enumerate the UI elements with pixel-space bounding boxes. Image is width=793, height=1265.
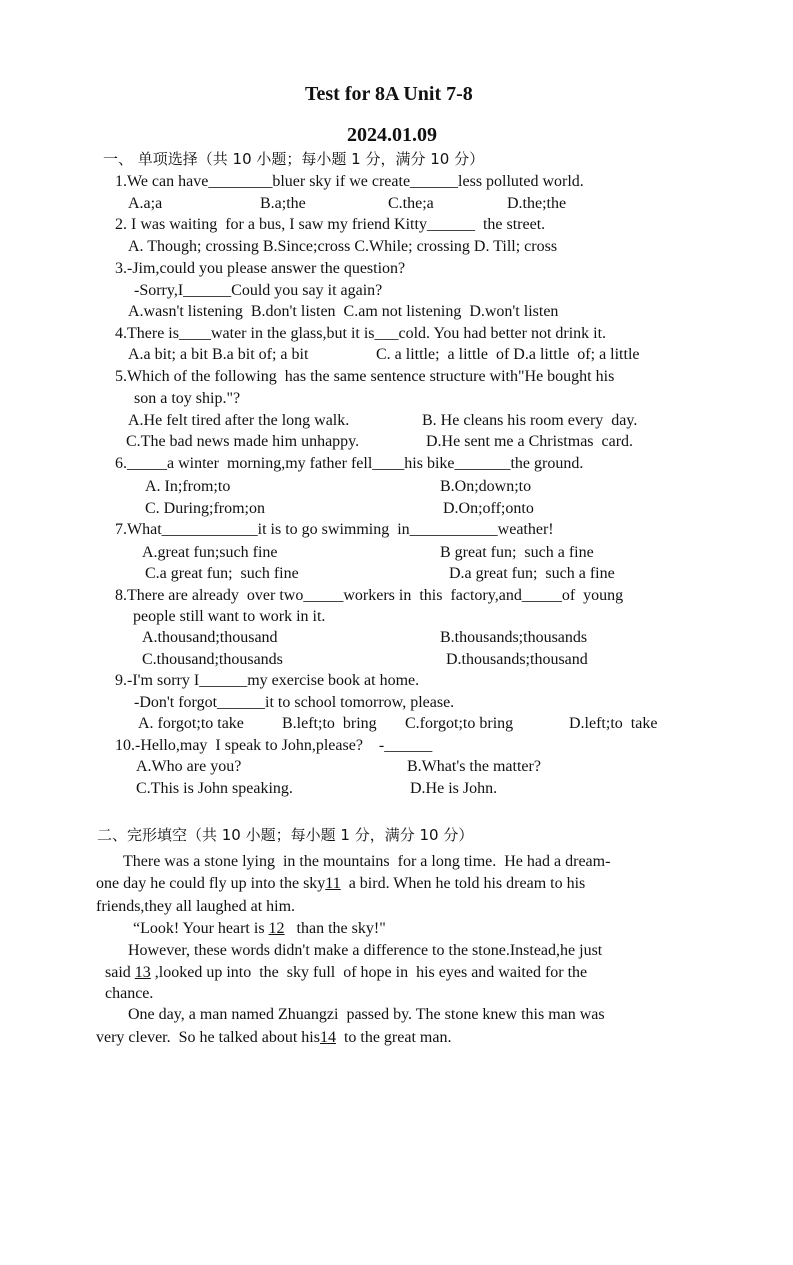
- q5-option-b: B. He cleans his room every day.: [422, 412, 638, 429]
- blank-11: 11: [325, 875, 341, 892]
- q4-options-cd: C. a little; a little of D.a little of; a little: [376, 346, 640, 363]
- passage-line: There was a stone lying in the mountains for a long time. He had a dream-: [123, 853, 611, 870]
- q3-options: A.wasn't listening B.don't listen C.am not listening D.won't listen: [128, 303, 559, 320]
- q10-option-c: C.This is John speaking.: [136, 780, 293, 797]
- q5-option-d: D.He sent me a Christmas card.: [426, 433, 634, 450]
- q9-option-b: B.left;to bring: [282, 715, 377, 732]
- passage-line: [96, 874, 585, 894]
- q2-stem: 2. I was waiting for a bus, I saw my friend Kitty______ the street.: [115, 216, 546, 233]
- q6-option-c: C. During;from;on: [145, 500, 265, 517]
- test-date: 2024.01.09: [347, 124, 437, 146]
- q1-option-a: A.a;a: [128, 195, 163, 212]
- q4-options-ab: A.a bit; a bit B.a bit of; a bit: [128, 346, 309, 363]
- section2-header: 二、完形填空（共 10 小题；每小题 1 分，满分 10 分）: [97, 826, 474, 844]
- passage-line: [96, 1028, 451, 1048]
- q7-option-d: D.a great fun; such a fine: [449, 565, 615, 582]
- q8-option-c: C.thousand;thousands: [142, 651, 283, 668]
- blank-13: 13: [134, 964, 151, 981]
- q6-option-a: A. In;from;to: [145, 478, 231, 495]
- q8-option-a: A.thousand;thousand: [142, 629, 278, 646]
- passage-line: However, these words didn't make a difference to the stone.Instead,he just: [128, 942, 603, 959]
- q7-option-a: A.great fun;such fine: [142, 544, 278, 561]
- q3-stem-line2: -Sorry,I______Could you say it again?: [134, 282, 383, 299]
- blank-14: 14: [319, 1029, 336, 1046]
- q1-stem: 1.We can have________bluer sky if we create______less polluted world.: [115, 173, 584, 190]
- q1-option-d: D.the;the: [507, 195, 567, 212]
- q6-option-b: B.On;down;to: [440, 478, 532, 495]
- q9-stem-line2: -Don't forgot______it to school tomorrow, please.: [134, 694, 455, 711]
- q9-stem: 9.-I'm sorry I______my exercise book at home.: [115, 672, 420, 689]
- passage-line: [105, 963, 587, 983]
- passage-text: than the sky!": [284, 920, 386, 937]
- passage-text: said: [105, 964, 135, 981]
- section1-header: 一、 单项选择（共 10 小题；每小题 1 分，满分 10 分）: [103, 150, 485, 168]
- q10-stem: 10.-Hello,may I speak to John,please? -______: [115, 737, 433, 754]
- q1-option-c: C.the;a: [388, 195, 434, 212]
- q8-stem-line2: people still want to work in it.: [133, 608, 326, 625]
- q6-option-d: D.On;off;onto: [443, 500, 534, 517]
- q2-options: A. Though; crossing B.Since;cross C.While; crossing D. Till; cross: [128, 238, 558, 255]
- q10-option-a: A.Who are you?: [136, 758, 242, 775]
- passage-text: to the great man.: [335, 1029, 452, 1046]
- blank-12: 12: [268, 920, 285, 937]
- q9-option-c: C.forgot;to bring: [405, 715, 514, 732]
- q1-option-b: B.a;the: [260, 195, 306, 212]
- q5-stem: 5.Which of the following has the same sentence structure with"He bought his: [115, 368, 615, 385]
- passage-text: very clever. So he talked about his: [96, 1029, 320, 1046]
- q9-option-d: D.left;to take: [569, 715, 658, 732]
- q7-option-b: B great fun; such a fine: [440, 544, 594, 561]
- q3-stem: 3.-Jim,could you please answer the question?: [115, 260, 406, 277]
- passage-text: a bird. When he told his dream to his: [340, 875, 586, 892]
- q5-option-c: C.The bad news made him unhappy.: [126, 433, 360, 450]
- passage-text: one day he could fly up into the sky: [96, 875, 326, 892]
- q9-option-a: A. forgot;to take: [138, 715, 244, 732]
- q10-option-d: D.He is John.: [410, 780, 498, 797]
- q5-stem-line2: son a toy ship."?: [134, 390, 241, 407]
- page-title: Test for 8A Unit 7-8: [305, 83, 473, 105]
- q8-option-d: D.thousands;thousand: [446, 651, 588, 668]
- q7-option-c: C.a great fun; such fine: [145, 565, 299, 582]
- q8-stem: 8.There are already over two_____workers in this factory,and_____of young: [115, 587, 624, 604]
- q8-option-b: B.thousands;thousands: [440, 629, 588, 646]
- passage-line: One day, a man named Zhuangzi passed by. The stone knew this man was: [128, 1006, 605, 1023]
- passage-text: ,looked up into the sky full of hope in his eyes and waited for the: [150, 964, 588, 981]
- q10-option-b: B.What's the matter?: [407, 758, 541, 775]
- q6-stem: 6._____a winter morning,my father fell____his bike_______the ground.: [115, 455, 584, 472]
- q4-stem: 4.There is____water in the glass,but it is___cold. You had better not drink it.: [115, 325, 607, 342]
- q7-stem: 7.What____________it is to go swimming in___________weather!: [115, 521, 554, 538]
- passage-line: friends,they all laughed at him.: [96, 898, 296, 915]
- passage-text: “Look! Your heart is: [133, 920, 269, 937]
- passage-line: [133, 919, 386, 939]
- passage-line: chance.: [105, 985, 154, 1002]
- q5-option-a: A.He felt tired after the long walk.: [128, 412, 350, 429]
